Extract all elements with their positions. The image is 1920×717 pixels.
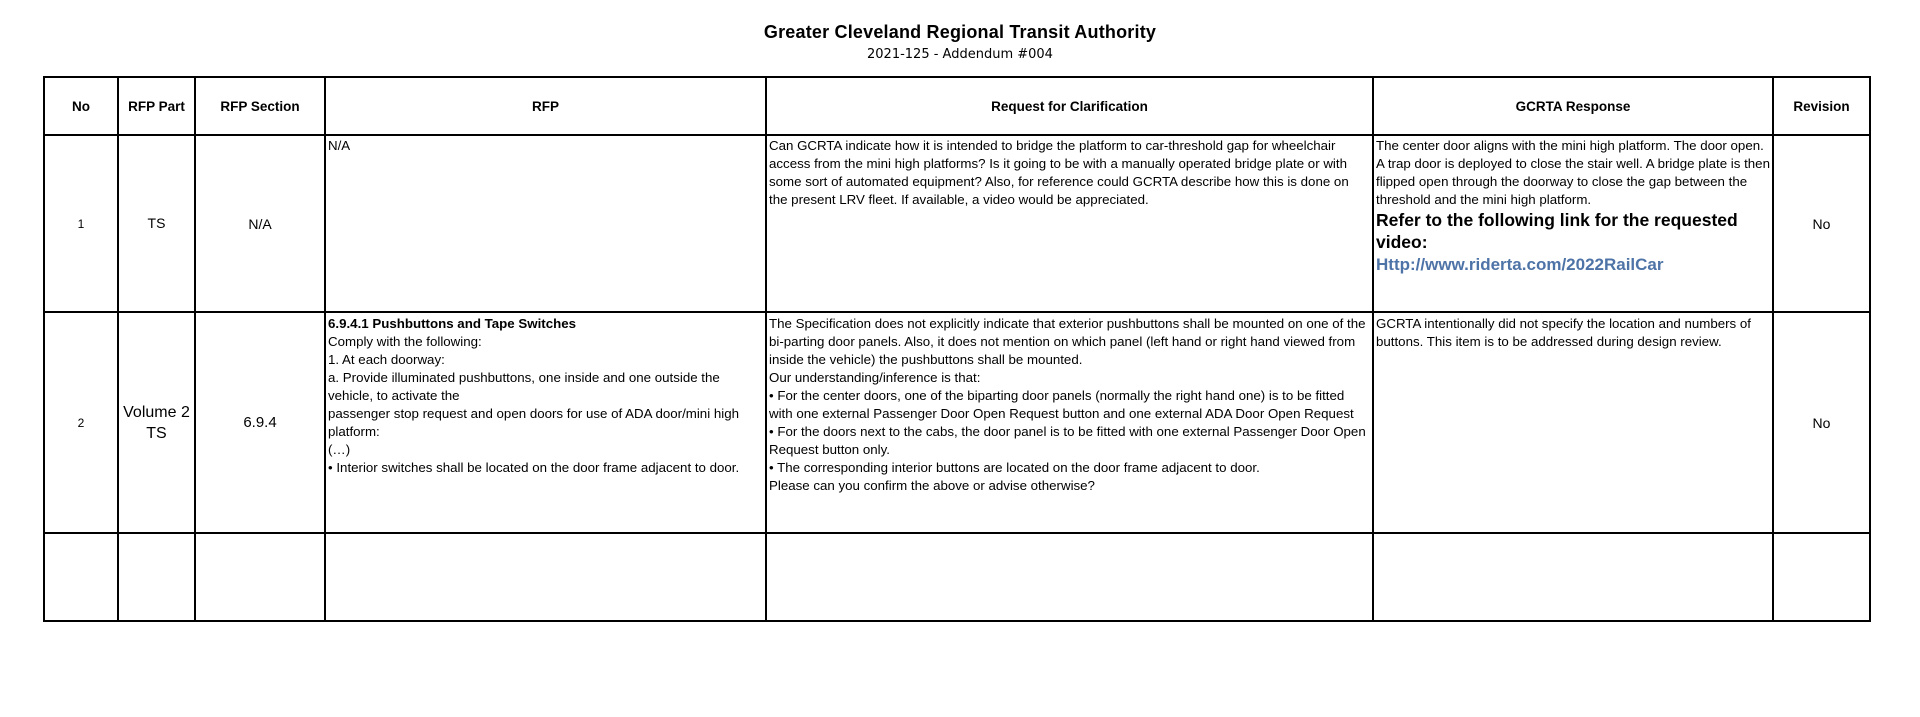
- request-line: Please can you confirm the above or advise otherwise?: [769, 478, 1095, 493]
- rfp-part-cell: Volume 2 TS: [118, 312, 195, 533]
- rfp-section-cell: 6.9.4: [195, 312, 325, 533]
- column-header-revision: Revision: [1773, 77, 1870, 135]
- rfp-line: Comply with the following:: [328, 334, 482, 349]
- empty-cell: [766, 533, 1373, 621]
- rfp-line: a. Provide illuminated pushbuttons, one inside and one outside the vehicle, to activate the: [328, 370, 720, 403]
- rfp-line: • Interior switches shall be located on the door frame adjacent to door.: [328, 460, 740, 475]
- table-row: [44, 135, 1870, 312]
- column-header-rfp-part: RFP Part: [118, 77, 195, 135]
- empty-cell: [325, 533, 766, 621]
- response-highlight: Refer to the following link for the requested video:: [1376, 210, 1738, 252]
- rfp-cell: [325, 312, 766, 533]
- empty-cell: [1773, 533, 1870, 621]
- row-number: 2: [44, 312, 118, 533]
- table-header-row: [44, 77, 1870, 135]
- rfp-section-cell: N/A: [195, 135, 325, 312]
- empty-cell: [195, 533, 325, 621]
- request-line: • For the center doors, one of the biparting door panels (normally the right hand one) is to be fitted with one external Passenger Door Open Request button and one external ADA Door Open Request: [769, 388, 1354, 421]
- column-header-response: GCRTA Response: [1373, 77, 1773, 135]
- empty-cell: [1373, 533, 1773, 621]
- request-line: • For the doors next to the cabs, the door panel is to be fitted with one external Passenger Door Open Request button only.: [769, 424, 1366, 457]
- video-link[interactable]: Http://www.riderta.com/2022RailCar: [1376, 255, 1664, 274]
- empty-cell: [44, 533, 118, 621]
- request-line: The Specification does not explicitly indicate that exterior pushbuttons shall be mounted on one of the bi-parting door panels. Also, it does not mention on which panel (left hand or right hand viewed from inside the vehicle) the pushbuttons shall be mounted.: [769, 316, 1366, 367]
- request-cell: [766, 312, 1373, 533]
- revision-cell: No: [1773, 312, 1870, 533]
- column-header-rfp: RFP: [325, 77, 766, 135]
- column-header-no: No: [44, 77, 118, 135]
- table-row: [44, 312, 1870, 533]
- document-header: [0, 22, 1920, 62]
- response-text: The center door aligns with the mini high platform. The door open. A trap door is deployed to close the stair well. A bridge plate is then flipped open through the doorway to close the gap between the threshold and the mini high platform.: [1376, 138, 1770, 207]
- response-cell: [1373, 135, 1773, 312]
- revision-cell: No: [1773, 135, 1870, 312]
- response-cell: GCRTA intentionally did not specify the location and numbers of buttons. This item is to be addressed during design review.: [1373, 312, 1773, 533]
- rfp-heading: 6.9.4.1 Pushbuttons and Tape Switches: [328, 316, 577, 331]
- column-header-request: Request for Clarification: [766, 77, 1373, 135]
- clarification-table: [43, 76, 1871, 622]
- rfp-cell: N/A: [325, 135, 766, 312]
- document-subtitle: 2021-125 - Addendum #004: [867, 47, 1053, 62]
- rfp-line: passenger stop request and open doors for use of ADA door/mini high platform:: [328, 406, 739, 439]
- request-cell: Can GCRTA indicate how it is intended to bridge the platform to car-threshold gap for wheelchair access from the mini high platforms? Is it going to be with a manually operated bridge plate or with some sort of automated equipment? Also, for reference could GCRTA describe how this is done on the present LRV fleet. If available, a video would be appreciated.: [766, 135, 1373, 312]
- rfp-part-cell: TS: [118, 135, 195, 312]
- request-line: • The corresponding interior buttons are located on the door frame adjacent to door.: [769, 460, 1260, 475]
- document-title: Greater Cleveland Regional Transit Authority: [763, 22, 1157, 42]
- table-row: [44, 533, 1870, 621]
- column-header-rfp-section: RFP Section: [195, 77, 325, 135]
- empty-cell: [118, 533, 195, 621]
- rfp-line: 1. At each doorway:: [328, 352, 445, 367]
- row-number: 1: [44, 135, 118, 312]
- request-line: Our understanding/inference is that:: [769, 370, 981, 385]
- rfp-line: (…): [328, 442, 351, 457]
